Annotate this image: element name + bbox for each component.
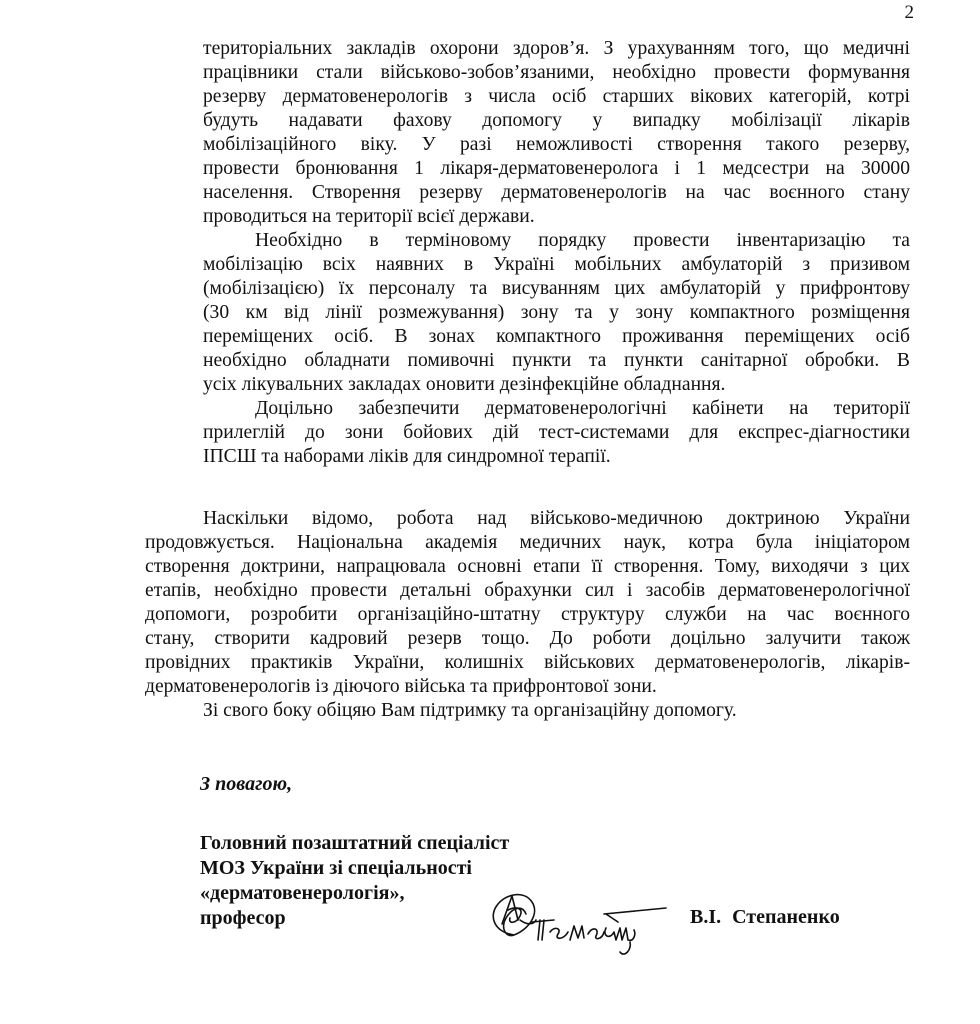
paragraph (203, 37, 910, 229)
page-number: 2 (904, 2, 914, 23)
paragraph (145, 507, 910, 699)
text-line: стану, створити кадровий резерв тощо. До роботи доцільно залучити також (145, 628, 910, 649)
text-line: резерву дерматовенерологів з числа осіб старших вікових категорій, котрі (203, 86, 910, 107)
lower-text-block (145, 507, 910, 723)
paragraph (203, 229, 910, 397)
signatory-title (200, 831, 509, 931)
text-line: будуть надавати фахову допомогу у випадку мобілізації лікарів (203, 110, 910, 131)
text-line: мобілізацію всіх наявних в Україні мобільних амбулаторій з призивом (203, 254, 910, 275)
upper-text-block (203, 37, 910, 469)
title-line: Головний позаштатний спеціаліст (200, 832, 510, 854)
text-line: (30 км від лінії розмежування) зону та у зону компактного розміщення (203, 302, 910, 323)
text-line: прилеглій до зони бойових дій тест-системами для експрес-діагностики (203, 422, 910, 443)
text-line: територіальних закладів охорони здоров’я. З урахуванням того, що медичні (203, 38, 910, 59)
text-line: Наскільки відомо, робота над військово-медичною доктриною України (203, 508, 910, 529)
signer-name: В.І. Степаненко (690, 906, 840, 928)
text-line: необхідно обладнати помивочні пункти та пункти санітарної обробки. В (203, 350, 910, 371)
text-line: мобілізаційного віку. У разі неможливості створення такого резерву, (203, 134, 910, 155)
title-line: «дерматовенерологія», (200, 882, 405, 904)
text-line: Необхідно в терміновому порядку провести інвентаризацію та (255, 230, 910, 251)
title-line: МОЗ України зі спеціальності (200, 857, 472, 879)
text-line: ІПСШ та наборами ліків для синдромної терапії. (203, 446, 611, 467)
text-line: усіх лікувальних закладах оновити дезінфекційне обладнання. (203, 374, 726, 395)
handwritten-signature (484, 880, 674, 960)
text-line: допомоги, розробити організаційно-штатну структуру служби на час воєнного (145, 604, 910, 625)
closing-salutation: З повагою, (200, 773, 293, 795)
text-line: Зі свого боку обіцяю Вам підтримку та організаційну допомогу. (203, 700, 737, 721)
paragraph (203, 397, 910, 469)
text-line: провести бронювання 1 лікаря-дерматовенеролога і 1 медсестри на 30000 (203, 158, 910, 179)
paragraph (145, 699, 910, 723)
text-line: Доцільно забезпечити дерматовенерологічні кабінети на території (255, 398, 910, 419)
text-line: провідних практиків України, колишніх військових дерматовенерологів, лікарів- (145, 652, 910, 673)
text-line: проводиться на території всієї держави. (203, 206, 535, 227)
text-line: продовжується. Національна академія медичних наук, котра була ініціатором (145, 532, 910, 553)
title-line: професор (200, 907, 286, 929)
text-line: створення доктрини, напрацювала основні етапи її створення. Тому, виходячи з цих (145, 556, 910, 577)
text-line: населення. Створення резерву дерматовенерологів на час воєнного стану (203, 182, 910, 203)
text-line: дерматовенерологів із діючого війська та прифронтової зони. (145, 676, 657, 697)
text-line: переміщених осіб. В зонах компактного проживання переміщених осіб (203, 326, 910, 347)
text-line: (мобілізацією) їх персоналу та висуванням цих амбулаторій у прифронтову (203, 278, 910, 299)
text-line: працівники стали військово-зобов’язаними, необхідно провести формування (203, 62, 910, 83)
text-line: етапів, необхідно провести детальні обрахунки сил і засобів дерматовенерологічної (145, 580, 910, 601)
